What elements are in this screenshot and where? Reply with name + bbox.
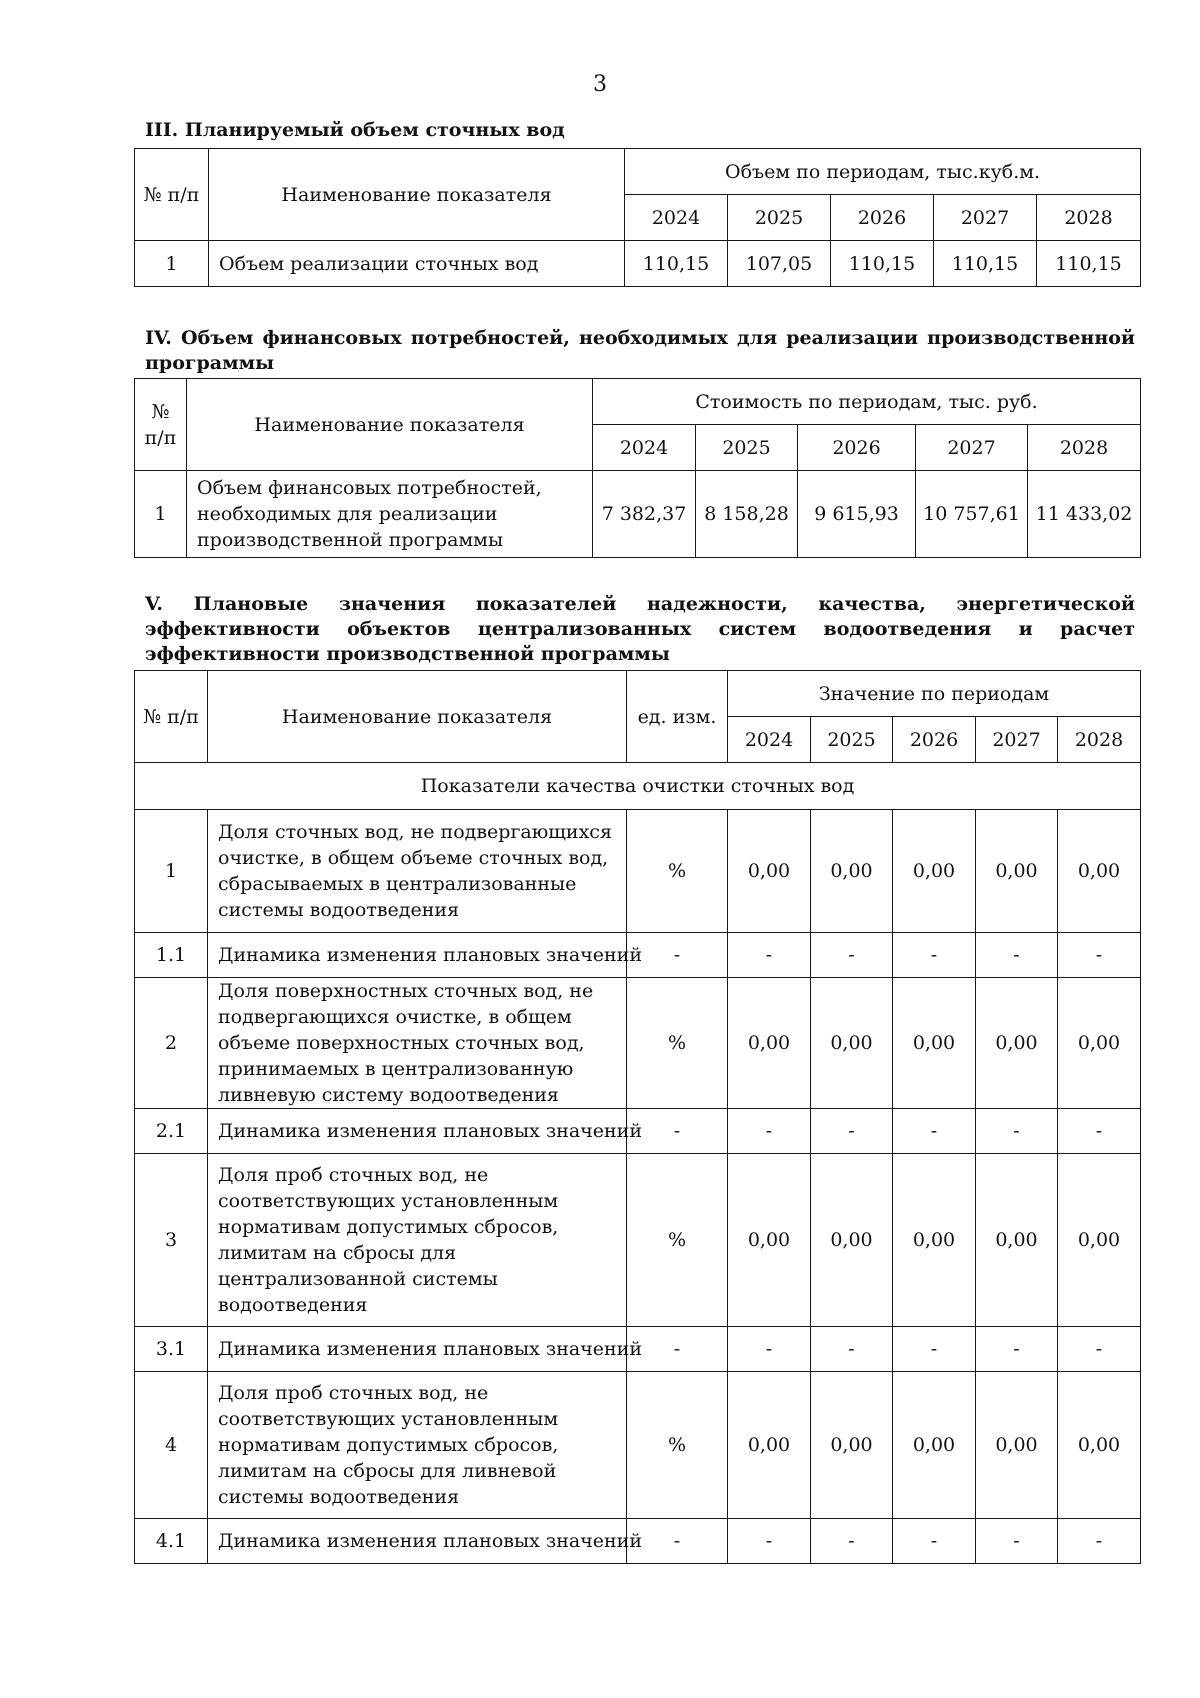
row-num: 3.1 xyxy=(135,1327,208,1372)
col-num-header: № п/п xyxy=(135,379,187,471)
section3-title: III. Планируемый объем сточных вод xyxy=(145,119,565,141)
row-value: - xyxy=(728,1519,811,1564)
row-unit: - xyxy=(627,1109,728,1154)
row-num: 1.1 xyxy=(135,933,208,978)
row-value: 11 433,02 xyxy=(1028,471,1141,558)
year-header: 2027 xyxy=(976,717,1058,763)
row-name: Доля проб сточных вод, не соответствующих установленным нормативам допустимых сбросов, лимитам на сбросы для централизованной системы водоотведения xyxy=(208,1154,627,1327)
row-name: Динамика изменения плановых значений xyxy=(208,1327,627,1372)
row-value: 0,00 xyxy=(976,978,1058,1109)
row-value: 0,00 xyxy=(1058,978,1141,1109)
row-num: 1 xyxy=(135,810,208,933)
row-value: 107,05 xyxy=(728,241,831,287)
year-header: 2027 xyxy=(916,425,1028,471)
table-row xyxy=(135,1519,1141,1564)
table-row xyxy=(135,978,1141,1109)
year-header: 2028 xyxy=(1037,195,1141,241)
col-group-header: Стоимость по периодам, тыс. руб. xyxy=(593,379,1141,425)
row-num: 4.1 xyxy=(135,1519,208,1564)
col-num-header: № п/п xyxy=(135,671,208,763)
table-header-row xyxy=(135,379,1141,425)
row-value: 0,00 xyxy=(728,978,811,1109)
row-value: 0,00 xyxy=(1058,1154,1141,1327)
row-name: Динамика изменения плановых значений xyxy=(208,1109,627,1154)
table-row xyxy=(135,810,1141,933)
row-value: - xyxy=(728,933,811,978)
row-unit: - xyxy=(627,1327,728,1372)
row-value: - xyxy=(976,933,1058,978)
row-value: 110,15 xyxy=(934,241,1037,287)
row-value: 7 382,37 xyxy=(593,471,696,558)
year-header: 2025 xyxy=(728,195,831,241)
row-value: 110,15 xyxy=(1037,241,1141,287)
row-num: 1 xyxy=(135,241,209,287)
year-header: 2028 xyxy=(1058,717,1141,763)
year-header: 2024 xyxy=(593,425,696,471)
row-name: Динамика изменения плановых значений xyxy=(208,1519,627,1564)
row-num: 2.1 xyxy=(135,1109,208,1154)
row-value: 0,00 xyxy=(976,1372,1058,1519)
row-value: - xyxy=(811,1109,893,1154)
section4-title: IV. Объем финансовых потребностей, необходимых для реализации производственной программы xyxy=(145,327,1135,374)
table-row xyxy=(135,1109,1141,1154)
year-header: 2027 xyxy=(934,195,1037,241)
section5-title: V. Плановые значения показателей надежности, качества, энергетической эффективности объектов централизованных систем водоотведения и расчет эффективности производственной программы xyxy=(145,593,1135,665)
row-value: 0,00 xyxy=(728,810,811,933)
row-value: - xyxy=(893,1109,976,1154)
row-name: Объем реализации сточных вод xyxy=(209,241,625,287)
year-header: 2024 xyxy=(625,195,728,241)
row-unit: % xyxy=(627,978,728,1109)
subheader: Показатели качества очистки сточных вод xyxy=(135,763,1141,810)
row-unit: % xyxy=(627,1154,728,1327)
row-value: 0,00 xyxy=(976,810,1058,933)
row-value: 0,00 xyxy=(893,810,976,933)
row-value: - xyxy=(1058,1519,1141,1564)
row-unit: % xyxy=(627,810,728,933)
quality-indicators-table xyxy=(134,670,1141,1564)
table-row xyxy=(135,241,1141,287)
year-header: 2026 xyxy=(893,717,976,763)
row-value: 0,00 xyxy=(1058,1372,1141,1519)
col-name-header: Наименование показателя xyxy=(209,149,625,241)
page-number: 3 xyxy=(593,72,607,97)
table-row xyxy=(135,933,1141,978)
row-value: 0,00 xyxy=(893,1154,976,1327)
table-row xyxy=(135,1372,1141,1519)
row-name: Доля проб сточных вод, не соответствующих установленным нормативам допустимых сбросов, лимитам на сбросы для ливневой системы водоотведения xyxy=(208,1372,627,1519)
row-value: - xyxy=(728,1109,811,1154)
col-unit-header: ед. изм. xyxy=(627,671,728,763)
row-value: 9 615,93 xyxy=(798,471,916,558)
financial-needs-table xyxy=(134,378,1141,558)
table-row xyxy=(135,471,1141,558)
table-header-row xyxy=(135,671,1141,717)
row-value: 0,00 xyxy=(811,978,893,1109)
row-value: 0,00 xyxy=(811,1372,893,1519)
row-value: 0,00 xyxy=(728,1372,811,1519)
col-name-header: Наименование показателя xyxy=(187,379,593,471)
row-value: - xyxy=(811,933,893,978)
table-header-row xyxy=(135,149,1141,195)
row-name: Объем финансовых потребностей, необходимых для реализации производственной программы xyxy=(187,471,593,558)
row-unit: - xyxy=(627,1519,728,1564)
row-value: - xyxy=(893,1519,976,1564)
row-value: 0,00 xyxy=(811,1154,893,1327)
row-num: 1 xyxy=(135,471,187,558)
row-num: 3 xyxy=(135,1154,208,1327)
year-header: 2025 xyxy=(811,717,893,763)
col-num-header: № п/п xyxy=(135,149,209,241)
row-value: - xyxy=(811,1519,893,1564)
col-name-header: Наименование показателя xyxy=(208,671,627,763)
row-num: 2 xyxy=(135,978,208,1109)
table-row xyxy=(135,1154,1141,1327)
year-header: 2028 xyxy=(1028,425,1141,471)
row-value: 0,00 xyxy=(976,1154,1058,1327)
row-value: 0,00 xyxy=(811,810,893,933)
year-header: 2025 xyxy=(696,425,798,471)
row-unit: % xyxy=(627,1372,728,1519)
row-value: 0,00 xyxy=(1058,810,1141,933)
row-value: - xyxy=(893,1327,976,1372)
row-value: - xyxy=(1058,1109,1141,1154)
row-unit: - xyxy=(627,933,728,978)
row-value: - xyxy=(728,1327,811,1372)
row-value: - xyxy=(976,1519,1058,1564)
planned-wastewater-volume-table xyxy=(134,148,1141,287)
row-value: - xyxy=(811,1327,893,1372)
year-header: 2026 xyxy=(798,425,916,471)
row-value: 110,15 xyxy=(831,241,934,287)
col-group-header: Объем по периодам, тыс.куб.м. xyxy=(625,149,1141,195)
year-header: 2026 xyxy=(831,195,934,241)
col-group-header: Значение по периодам xyxy=(728,671,1141,717)
row-value: 0,00 xyxy=(893,1372,976,1519)
row-value: 0,00 xyxy=(728,1154,811,1327)
row-value: 8 158,28 xyxy=(696,471,798,558)
row-value: 0,00 xyxy=(893,978,976,1109)
subheader-row xyxy=(135,763,1141,810)
table-row xyxy=(135,1327,1141,1372)
row-value: - xyxy=(976,1109,1058,1154)
row-name: Доля поверхностных сточных вод, не подвергающихся очистке, в общем объеме поверхностных сточных вод, принимаемых в централизованную ливневую систему водоотведения xyxy=(208,978,627,1109)
row-num: 4 xyxy=(135,1372,208,1519)
row-name: Доля сточных вод, не подвергающихся очистке, в общем объеме сточных вод, сбрасываемых в централизованные системы водоотведения xyxy=(208,810,627,933)
year-header: 2024 xyxy=(728,717,811,763)
row-name: Динамика изменения плановых значений xyxy=(208,933,627,978)
row-value: - xyxy=(1058,933,1141,978)
row-value: - xyxy=(976,1327,1058,1372)
row-value: - xyxy=(1058,1327,1141,1372)
row-value: 10 757,61 xyxy=(916,471,1028,558)
row-value: 110,15 xyxy=(625,241,728,287)
row-value: - xyxy=(893,933,976,978)
